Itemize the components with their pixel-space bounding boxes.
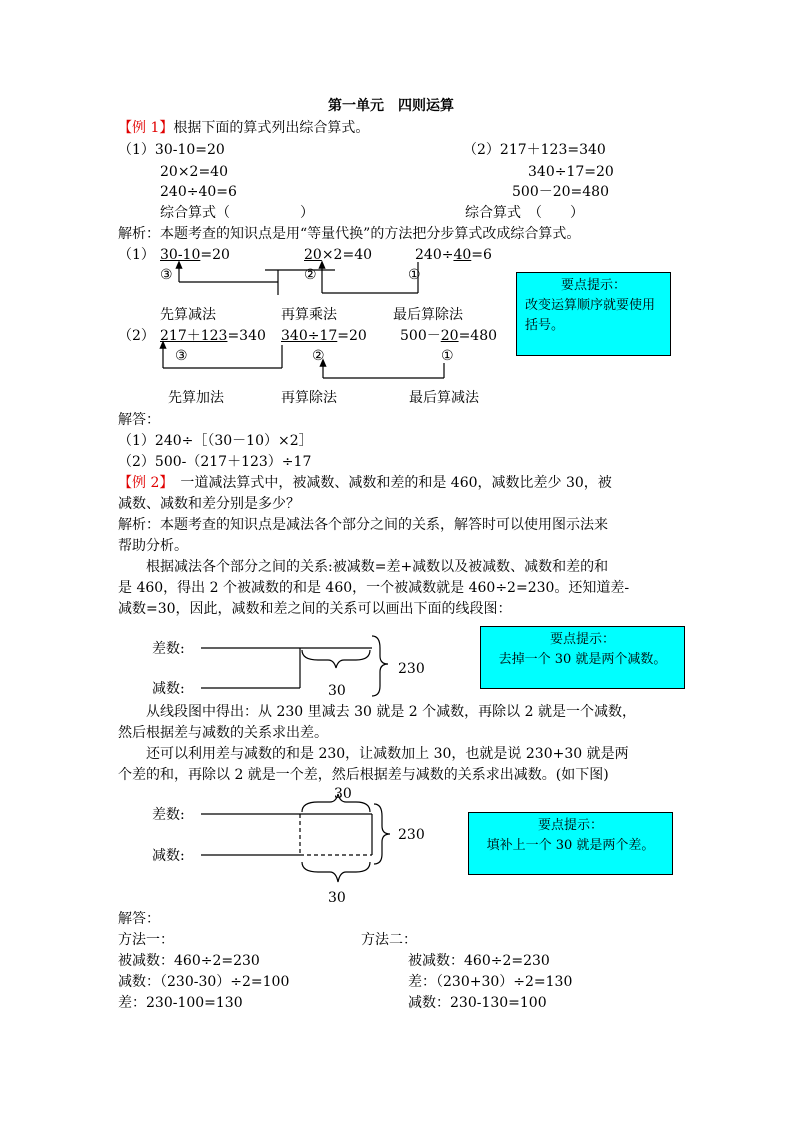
example-2-para-2: 是 460，得出 2 个被减数的和是 460，一个被减数就是 460÷2=230。还知道差-	[118, 580, 630, 596]
ex1-d1-expr3-c: =6	[471, 247, 492, 263]
ex1-p1-combo: 综合算式（ ）	[160, 205, 314, 221]
ex1-d2-prefix: （2）	[118, 328, 155, 344]
ex1-d1-circle-2: ②	[304, 267, 317, 283]
example-2-para-3: 减数=30，因此，减数和差之间的关系可以画出下面的线段图：	[118, 601, 512, 617]
fig2-bottom-label: 30	[328, 890, 346, 906]
tip-box-3-head: 要点提示：	[537, 818, 603, 833]
ex1-p2-line2: 340÷17=20	[528, 164, 614, 180]
ex1-p1-line2: 20×2=40	[160, 164, 228, 180]
method1-line1: 被减数：460÷2=230	[118, 953, 260, 969]
fig1-diff-label: 差数:	[152, 641, 185, 657]
example-2-q2: 减数、减数和差分别是多少？	[118, 496, 300, 512]
ex1-d1-step2: 再算乘法	[281, 307, 337, 323]
method2-line1: 被减数：460÷2=230	[408, 953, 550, 969]
ex1-d2-expr3-under: 20	[440, 328, 459, 344]
fig1-total-label: 230	[398, 661, 425, 677]
example-2-m2: 然后根据差与减数的关系求出差。	[118, 725, 328, 741]
fig1-gap-label: 30	[328, 683, 346, 699]
tip-box-2-body: 去掉一个 30 就是两个减数。	[498, 652, 667, 667]
ex1-d1-step3: 最后算除法	[393, 307, 463, 323]
ex1-answer-label: 解答：	[118, 412, 160, 428]
method2-line2: 差：（230+30）÷2=130	[408, 974, 573, 990]
fig2-sub-label: 减数:	[152, 848, 185, 864]
fig1-gap-brace	[302, 650, 370, 668]
fig2-diff-label: 差数:	[152, 807, 185, 823]
fig2-total-brace	[374, 804, 390, 864]
ex1-d1-prefix: （1）	[118, 247, 155, 263]
fig2-total-label: 230	[398, 827, 425, 843]
ex1-d2-expr2-under: 340÷17	[281, 328, 338, 344]
ex1-d2-expr3-a: 500－	[400, 328, 441, 344]
ex1-d1-circle-3: ③	[160, 267, 173, 283]
method2-label: 方法二：	[361, 932, 417, 948]
ex1-d2-circle-3: ③	[175, 348, 188, 364]
fig1-total-brace	[372, 636, 388, 696]
ex1-d2-step2: 再算除法	[281, 390, 337, 406]
example-2-para-1: 根据减法各个部分之间的关系:被减数=差+减数以及被减数、减数和差的和	[146, 559, 609, 575]
ex1-d1-expr3-a: 240÷	[415, 247, 454, 263]
example-2-m1: 从线段图中得出：从 230 里减去 30 就是 2 个减数，再除以 2 就是一个减数，	[146, 704, 636, 720]
ex1-answer-2: （2）500-（217＋123）÷17	[118, 454, 312, 470]
ex1-d2-circle-1: ①	[441, 348, 454, 364]
ex1-d1-expr2-under: 20	[304, 247, 322, 263]
fig2-top-label: 30	[334, 786, 352, 802]
ex1-answer-1: （1）240÷［（30－10）×2］	[118, 433, 313, 449]
ex1-d2-expr1-rest: =340	[227, 328, 266, 344]
method2-line3: 减数：230-130=100	[408, 995, 547, 1011]
example-1-tag: 【例 1】	[118, 120, 174, 136]
method1-line3: 差：230-100=130	[118, 995, 243, 1011]
ex1-d2-expr1-under: 217＋123	[160, 328, 228, 344]
method1-line2: 减数：（230-30）÷2=100	[118, 974, 290, 990]
example-2-analysis-2: 帮助分析。	[118, 538, 188, 554]
fig1-sub-label: 减数:	[152, 681, 185, 697]
ex1-d2-circle-2: ②	[312, 348, 325, 364]
example-1-question-text: 根据下面的算式列出综合算式。	[173, 120, 370, 136]
ex1-d1-expr1-under: 30-10	[160, 247, 201, 263]
ex1-p1-line1: （1）30-10=20	[118, 142, 225, 158]
example-2-n1: 还可以利用差与减数的和是 230，让减数加上 30，也就是说 230+30 就是两	[146, 746, 629, 762]
method1-label: 方法一：	[118, 932, 174, 948]
fig2-top-brace	[302, 794, 370, 812]
ex1-d2-expr3-c: =480	[458, 328, 498, 344]
ex1-d1-expr2-rest: ×2=40	[321, 247, 373, 263]
ex1-d1-expr1-rest: =20	[200, 247, 230, 263]
ex1-d1-expr3-under: 40	[453, 247, 472, 263]
ex1-p2-line1: （2）217＋123=340	[463, 142, 606, 158]
example-2-tag: 【例 2】	[118, 475, 167, 491]
tip-box-1-head: 要点提示：	[560, 278, 626, 293]
tip-box-2-head: 要点提示：	[549, 632, 615, 647]
ex1-d2-step1: 先算加法	[168, 390, 224, 406]
example-2-n2: 个差的和，再除以 2 就是一个差，然后根据差与减数的关系求出减数。(如下图)	[118, 767, 609, 783]
ex1-d1-step1: 先算减法	[160, 307, 216, 323]
ex1-p2-line3: 500－20=480	[512, 184, 609, 200]
tip-box-3-body: 填补上一个 30 就是两个差。	[486, 838, 655, 853]
page-title: 第一单元 四则运算	[328, 98, 454, 114]
tip-box-1-body: 改变运算顺序就要使用括号。	[525, 298, 656, 333]
example-2-analysis-1: 解析：本题考查的知识点是减法各个部分之间的关系，解答时可以使用图示法来	[118, 517, 608, 533]
ex1-p1-line3: 240÷40=6	[160, 184, 237, 200]
ex1-d2-expr2-rest: =20	[337, 328, 367, 344]
ex1-analysis: 解析：本题考查的知识点是用“等量代换”的方法把分步算式改成综合算式。	[118, 226, 581, 242]
ex1-p2-combo: 综合算式 （ ）	[465, 205, 584, 221]
ex1-d1-circle-1: ①	[408, 267, 421, 283]
fig2-bottom-brace	[302, 862, 370, 882]
ex1-d2-step3: 最后算减法	[409, 390, 479, 406]
ex2-answer-label: 解答：	[118, 911, 160, 927]
example-2-q1: 一道减法算式中，被减数、减数和差的和是 460，减数比差少 30，被	[166, 475, 612, 491]
